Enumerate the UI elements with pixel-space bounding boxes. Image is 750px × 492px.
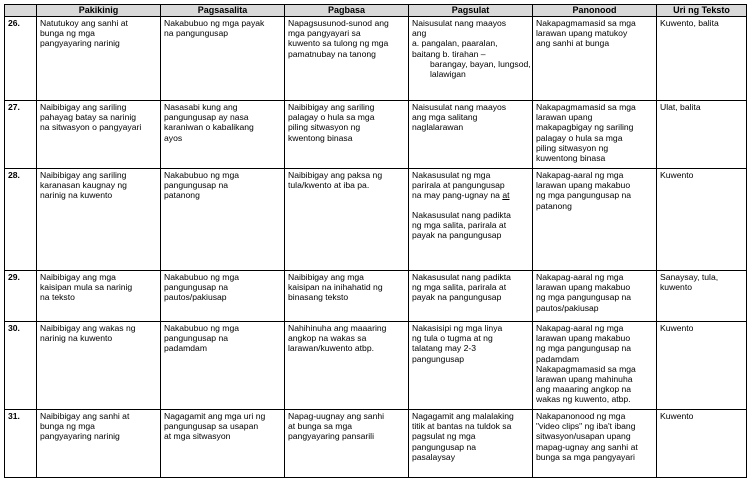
cell-line: barangay, bayan, lungsod, xyxy=(430,58,531,69)
cell-panonood xyxy=(533,17,657,101)
table-row xyxy=(5,410,747,478)
cell-line: pasalaysay xyxy=(412,451,455,462)
cell-pagbasa xyxy=(285,271,409,322)
cell-line: palagay o hula sa mga xyxy=(288,112,375,123)
cell-line: pangungusap sa usapan xyxy=(164,421,259,432)
header-panonood: Panonood xyxy=(533,5,657,17)
cell-pagbasa xyxy=(285,322,409,410)
cell-line: ng mga salita, parirala at xyxy=(412,282,507,293)
cell-line: Kuwento, balita xyxy=(660,18,719,28)
cell-pagbasa xyxy=(285,101,409,169)
cell-pakikinig xyxy=(37,322,161,410)
cell-pagbasa xyxy=(285,17,409,101)
cell-line: ayos xyxy=(164,132,183,143)
cell-line: titik at bantas na tuldok sa xyxy=(412,421,512,432)
cell-pagsasalita xyxy=(161,410,285,478)
cell-line: wakas ng kuwento, atbp. xyxy=(536,394,631,405)
cell-pakikinig xyxy=(37,410,161,478)
cell-pagsulat xyxy=(409,17,533,101)
cell-line: Natutukoy ang sanhi at xyxy=(40,18,128,28)
row-number: 31. xyxy=(5,410,37,478)
table-row xyxy=(5,17,747,101)
cell-line: kaisipan mula sa narinig xyxy=(40,282,133,293)
cell-line: binasang teksto xyxy=(288,292,349,303)
cell-line: at bunga sa mga xyxy=(288,421,353,432)
cell-line: karaniwan o kabalikang xyxy=(164,122,254,133)
cell-pagsulat xyxy=(409,169,533,271)
cell-line: ng tula o tugma at ng xyxy=(412,333,493,344)
cell-line: pangyayaring pansarili xyxy=(288,431,374,442)
cell-line: pangungusap na xyxy=(164,282,229,293)
cell-line: Nakasusulat nang padikta xyxy=(412,209,511,220)
cell-line: Nakabubuo ng mga xyxy=(164,170,240,180)
cell-line: Naibibigay ang paksa ng xyxy=(288,170,383,180)
cell-line: pahayag batay sa narinig xyxy=(40,112,137,123)
cell-uri-ng-teksto xyxy=(657,410,747,478)
cell-line: Sanaysay, tula, xyxy=(660,272,719,282)
cell-line: ang maaaring angkop na xyxy=(536,384,632,395)
cell-line: Nagagamit ang mga uri ng xyxy=(164,411,266,421)
cell-line: Naibibigay ang sariling xyxy=(288,102,375,112)
cell-line: Nakabubuo ng mga xyxy=(164,272,240,282)
cell-pagsulat xyxy=(409,410,533,478)
cell-pakikinig xyxy=(37,271,161,322)
cell-line xyxy=(412,190,529,200)
cell-line: padamdam xyxy=(164,343,207,354)
cell-pakikinig xyxy=(37,169,161,271)
cell-line: ang sanhi at bunga xyxy=(536,38,610,49)
cell-line: at mga sitwasyon xyxy=(164,431,231,442)
header-pagsasalita: Pagsasalita xyxy=(161,5,285,17)
cell-pagsasalita xyxy=(161,169,285,271)
cell-line: patanong xyxy=(164,190,200,201)
cell-line: Napagsusunod-sunod ang xyxy=(288,18,389,28)
cell-line: mapag-ugnay ang sanhi at xyxy=(536,441,638,452)
cell-line: ng mga salita, parirala at xyxy=(412,219,507,230)
row-number: 29. xyxy=(5,271,37,322)
row-number: 26. xyxy=(5,17,37,101)
cell-uri-ng-teksto xyxy=(657,17,747,101)
cell-line: Nasasabi kung ang xyxy=(164,102,238,112)
cell-line: makapagbigay ng sariling xyxy=(536,122,634,133)
cell-pagsasalita xyxy=(161,17,285,101)
cell-line: parirala at pangungusap xyxy=(412,180,505,191)
cell-panonood xyxy=(533,322,657,410)
cell-line: Naibibigay ang sanhi at xyxy=(40,411,130,421)
cell-line: bunga ng mga xyxy=(40,421,95,432)
cell-pagsulat xyxy=(409,322,533,410)
cell-pagsulat xyxy=(409,101,533,169)
cell-line: piling sitwasyon ng xyxy=(288,122,361,133)
curriculum-table xyxy=(4,4,747,478)
cell-panonood xyxy=(533,410,657,478)
cell-line: talatang may 2-3 xyxy=(412,343,477,354)
cell-line: Nakabubuo ng mga payak xyxy=(164,18,265,28)
cell-line: narinig na kuwento xyxy=(40,190,113,201)
cell-pagsulat xyxy=(409,271,533,322)
cell-line: pagsulat ng mga xyxy=(412,431,476,442)
cell-line: piling sitwasyon ng xyxy=(536,142,609,153)
cell-line: Nakasisipi ng mga linya xyxy=(412,323,503,333)
row-number: 30. xyxy=(5,322,37,410)
cell-line: narinig na kuwento xyxy=(40,333,113,344)
cell-panonood xyxy=(533,271,657,322)
cell-uri-ng-teksto xyxy=(657,101,747,169)
cell-line: Nagagamit ang malalaking xyxy=(412,411,514,421)
cell-line: Naibibigay ang wakas ng xyxy=(40,323,136,333)
table-row xyxy=(5,169,747,271)
cell-pagsasalita xyxy=(161,101,285,169)
cell-line: ng mga pangungusap na xyxy=(536,292,632,303)
cell-line: pautos/pakiusap xyxy=(164,292,227,303)
cell-line: Kuwento xyxy=(660,411,694,421)
cell-line: Naibibigay ang sariling xyxy=(40,170,127,180)
cell-pakikinig xyxy=(37,101,161,169)
cell-pakikinig xyxy=(37,17,161,101)
cell-uri-ng-teksto xyxy=(657,322,747,410)
cell-line: Kuwento xyxy=(660,170,694,180)
cell-line: payak na pangungusap xyxy=(412,230,502,241)
cell-line: kwentong binasa xyxy=(288,132,353,143)
cell-line: payak na pangungusap xyxy=(412,292,502,303)
cell-line: Nakapagmamasid sa mga xyxy=(536,363,636,374)
cell-line: pautos/pakiusap xyxy=(536,302,599,313)
header-pakikinig: Pakikinig xyxy=(37,5,161,17)
cell-line: ng mga pangungusap na xyxy=(536,190,632,201)
table-row xyxy=(5,322,747,410)
cell-line: na teksto xyxy=(40,292,75,303)
cell-line: Nakabubuo ng mga xyxy=(164,323,240,333)
cell-line: Kuwento xyxy=(660,323,694,333)
cell-line: larawan upang makabuo xyxy=(536,333,631,344)
cell-line: ang mga salitang xyxy=(412,112,478,123)
cell-text: na may pang-ugnay na xyxy=(412,190,503,201)
cell-line: pangyayaring narinig xyxy=(40,38,120,49)
cell-line: Naisusulat nang maayos xyxy=(412,18,507,28)
cell-line: Nakasusulat nang padikta xyxy=(412,272,511,282)
cell-line: larawan upang xyxy=(536,112,593,123)
cell-line: Nakapag-aaral ng mga xyxy=(536,323,624,333)
cell-line: sitwasyon/usapan upang xyxy=(536,431,631,442)
header-pagsulat: Pagsulat xyxy=(409,5,533,17)
cell-line: Naibibigay ang mga xyxy=(288,272,364,282)
cell-line: Nahihinuha ang maaaring xyxy=(288,323,387,333)
cell-panonood xyxy=(533,169,657,271)
row-number: 27. xyxy=(5,101,37,169)
row-number: 28. xyxy=(5,169,37,271)
cell-line: larawan upang makabuo xyxy=(536,282,631,293)
cell-pagbasa xyxy=(285,169,409,271)
cell-line: tula/kwento at iba pa. xyxy=(288,180,370,191)
cell-line: Nakapanonood ng mga xyxy=(536,411,626,421)
cell-line: pangyayaring narinig xyxy=(40,431,120,442)
cell-line: larawan upang mahinuha xyxy=(536,374,633,385)
cell-line: Napag-uugnay ang sanhi xyxy=(288,411,385,421)
cell-line: pangungusap na xyxy=(164,333,229,344)
cell-uri-ng-teksto xyxy=(657,271,747,322)
spacer xyxy=(412,201,529,210)
cell-line: pangungusap na xyxy=(412,441,477,452)
cell-line: Nakapagmamasid sa mga xyxy=(536,102,636,112)
table-row xyxy=(5,101,747,169)
cell-line: padamdam xyxy=(536,353,579,364)
cell-line: karanasan kaugnay ng xyxy=(40,180,127,191)
cell-line: larawan upang matukoy xyxy=(536,28,628,39)
cell-line: ang xyxy=(412,28,427,39)
cell-line: Nakasusulat ng mga xyxy=(412,170,491,180)
cell-line: bunga ng mga xyxy=(40,28,95,39)
cell-line: palagay o hula sa mga xyxy=(536,132,623,143)
cell-line: kuwento sa tulong ng mga xyxy=(288,38,389,49)
cell-panonood xyxy=(533,101,657,169)
cell-line: kuwento xyxy=(660,282,693,293)
cell-line: patanong xyxy=(536,200,572,211)
header-number xyxy=(5,5,37,17)
cell-line: "video clips" ng iba't ibang xyxy=(536,421,636,432)
cell-line: Naibibigay ang sariling xyxy=(40,102,127,112)
cell-line: kaisipan na inihahatid ng xyxy=(288,282,383,293)
cell-line: Nakapagmamasid sa mga xyxy=(536,18,636,28)
cell-line: larawan upang makabuo xyxy=(536,180,631,191)
cell-line: Naibibigay ang mga xyxy=(40,272,116,282)
table-row xyxy=(5,271,747,322)
header-uri-ng-teksto: Uri ng Teksto xyxy=(657,5,747,17)
header-pagbasa: Pagbasa xyxy=(285,5,409,17)
cell-line: lalawigan xyxy=(430,69,466,80)
cell-line: pangungusap xyxy=(412,353,465,364)
cell-line: pangungusap na xyxy=(164,180,229,191)
cell-line: Nakapag-aaral ng mga xyxy=(536,272,624,282)
cell-line: naglalarawan xyxy=(412,122,464,133)
cell-line: Nakapag-aaral ng mga xyxy=(536,170,624,180)
cell-pagsasalita xyxy=(161,271,285,322)
cell-uri-ng-teksto xyxy=(657,169,747,271)
cell-line: angkop na wakas sa xyxy=(288,333,367,344)
cell-line: bunga sa mga pangyayari xyxy=(536,451,635,462)
cell-pagsasalita xyxy=(161,322,285,410)
cell-line: na pangungusap xyxy=(164,28,229,39)
header-row xyxy=(5,5,747,17)
cell-line: na sitwasyon o pangyayari xyxy=(40,122,142,133)
underlined-word: at xyxy=(502,190,510,201)
cell-line: larawan/kuwento atbp. xyxy=(288,343,374,354)
cell-line: ng mga pangungusap na xyxy=(536,343,632,354)
cell-line: a. pangalan, paaralan, xyxy=(412,38,498,49)
cell-line: pangungusap ay nasa xyxy=(164,112,249,123)
cell-line: mga pangyayari sa xyxy=(288,28,361,39)
cell-line: Naisusulat nang maayos xyxy=(412,102,507,112)
cell-line: pamatnubay na tanong xyxy=(288,48,376,59)
cell-line: Ulat, balita xyxy=(660,102,701,112)
cell-pagbasa xyxy=(285,410,409,478)
cell-line: baitang b. tirahan – xyxy=(412,48,486,59)
cell-line: kuwentong binasa xyxy=(536,153,606,164)
